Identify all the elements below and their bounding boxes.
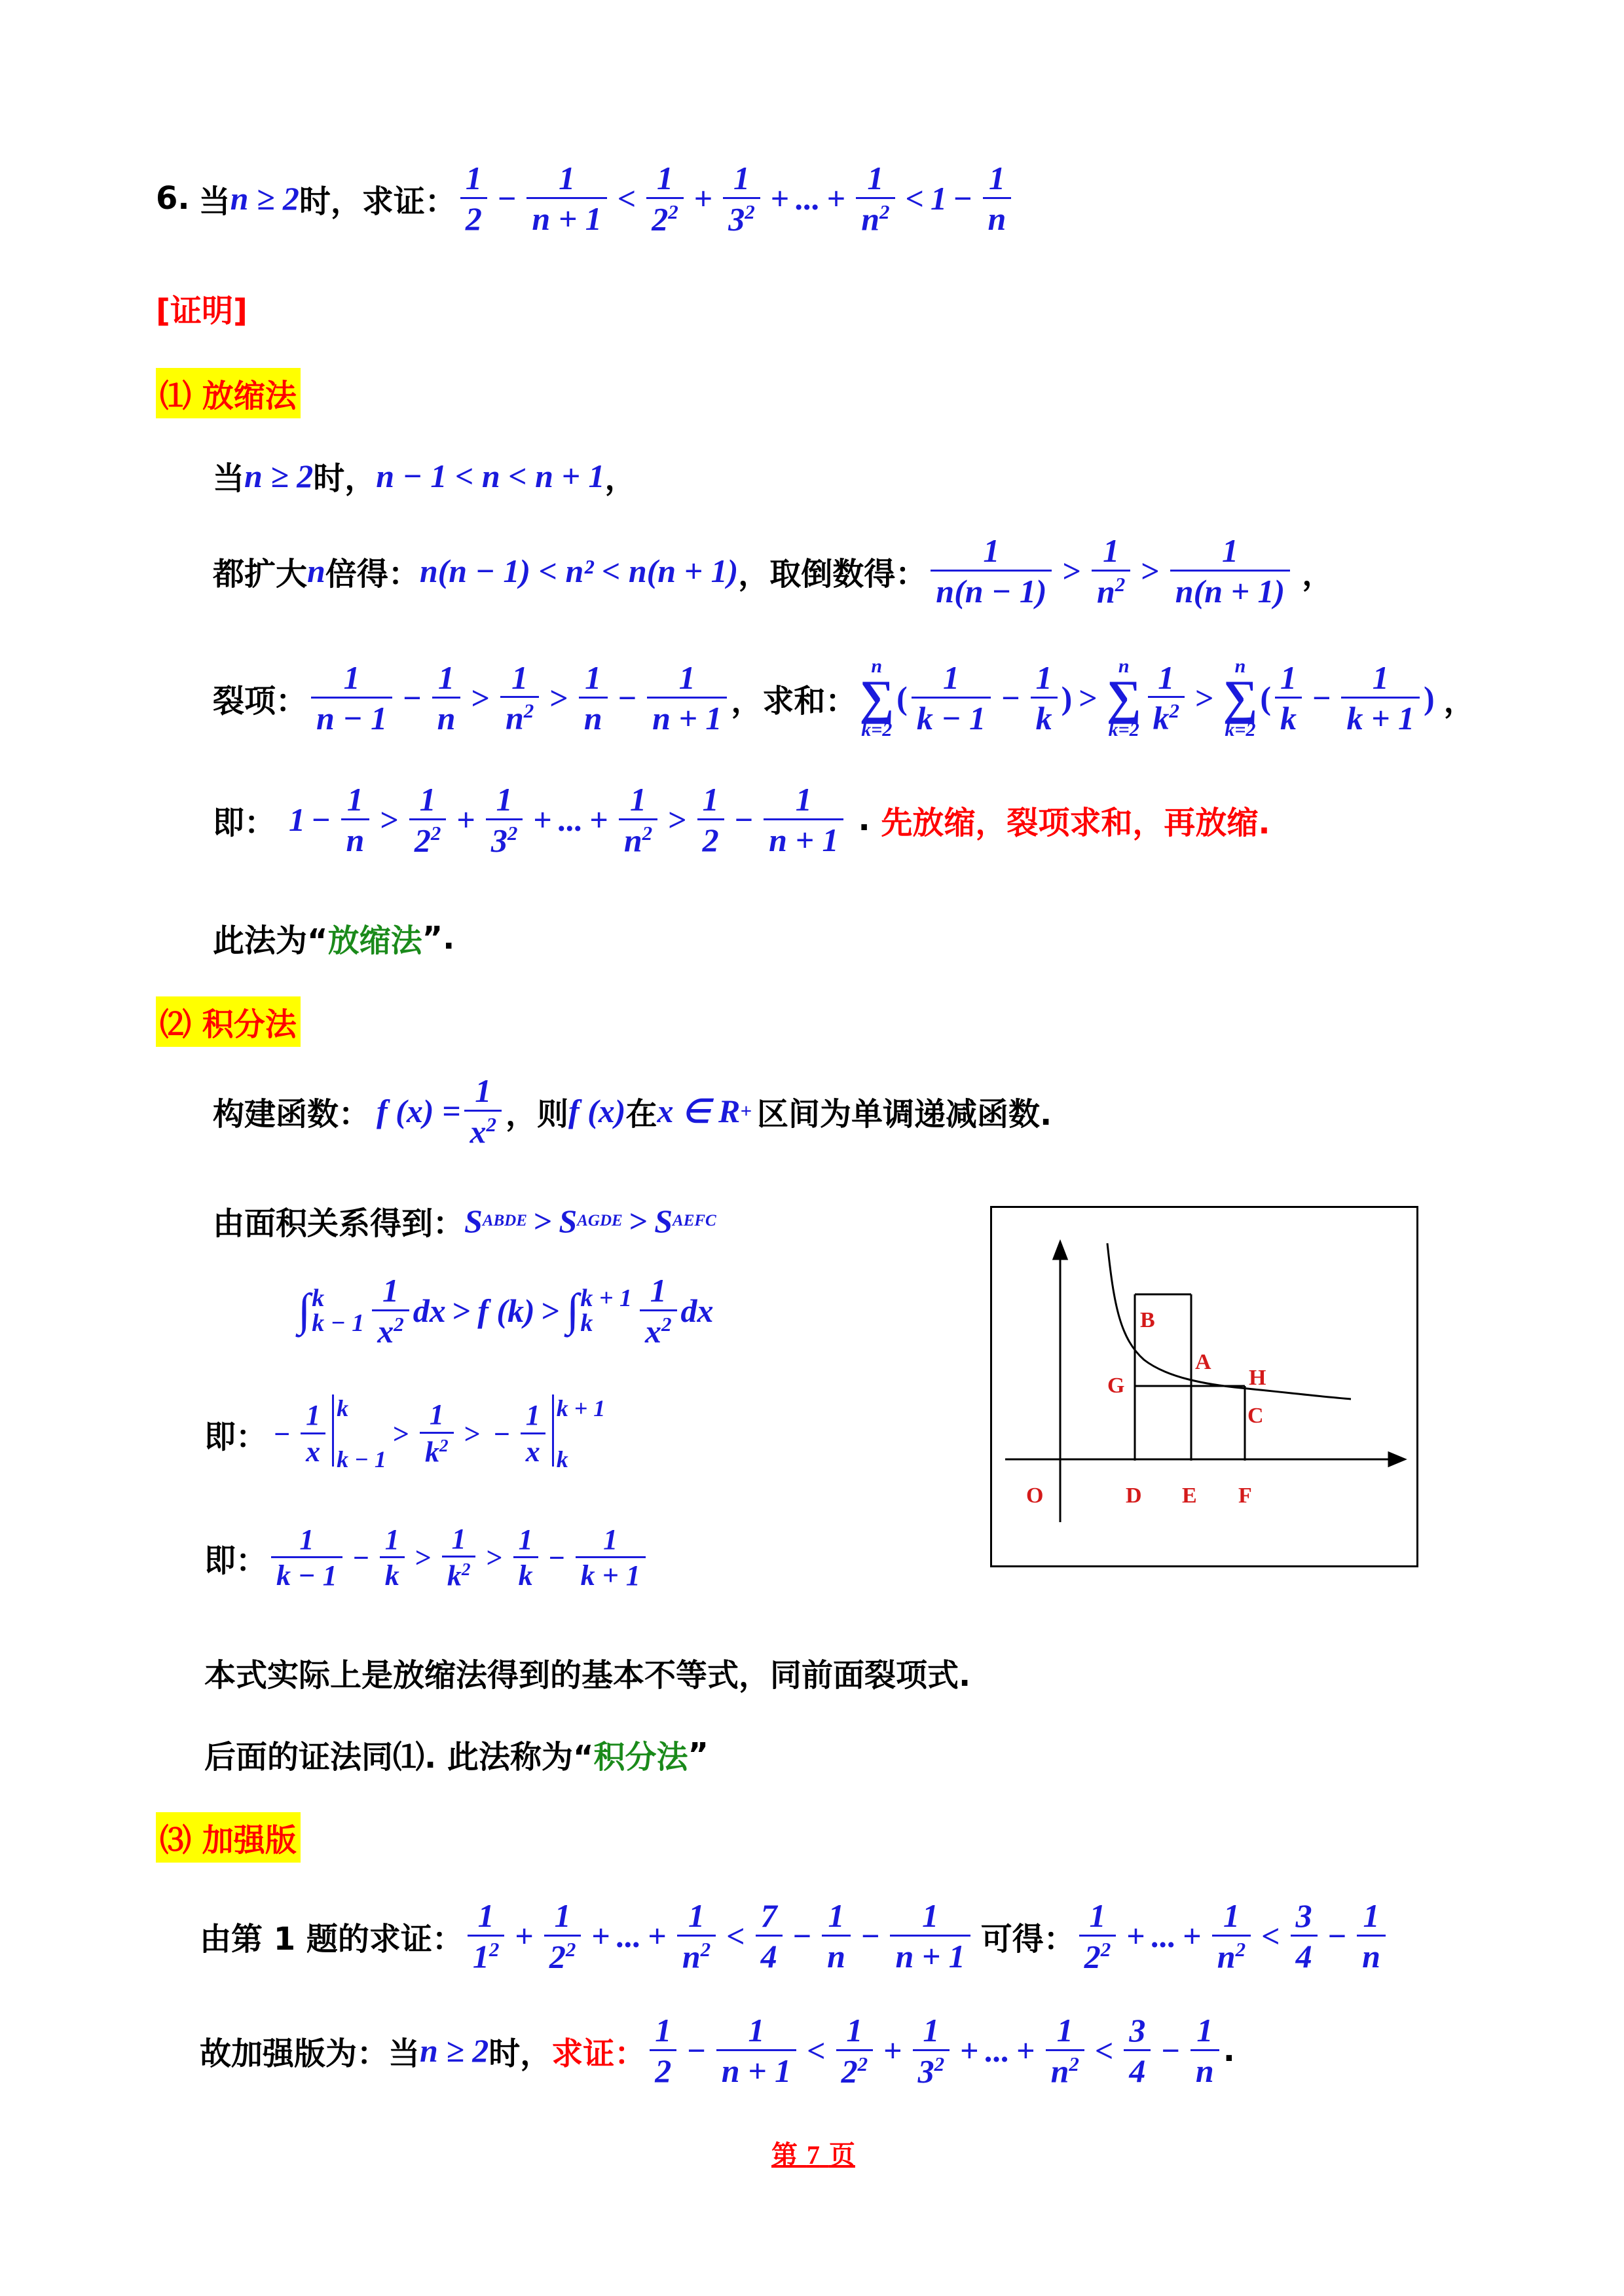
method1-line2: 都扩大 n 倍得： n(n − 1) < n² < n(n + 1) ，取倒数得： $\frac{1}{n(n - 1)}$ > $\frac{1}{n^2}$ > $\frac{1}{n(n + 1)}$ ，	[213, 532, 1334, 610]
evaluated-inequality: − $\frac{1}{x}$ k k − 1 > $\frac{1}{k^2}$ > − $\frac{1}{x}$ k + 1 k	[274, 1395, 606, 1472]
area-graph	[990, 1206, 1418, 1567]
method1-note: 先放缩，裂项求和，再放缩.	[881, 804, 1270, 841]
method2-heading	[156, 996, 301, 1047]
method3-heading	[156, 1812, 301, 1863]
method1-line4: 即： 1 − $\frac{1}{n}$ > $\frac{1}{2^2}$ + $\frac{1}{3^2}$ + ... + $\frac{1}{n^2}$ > $\frac{1}{2}$ − $\frac{1}{n + 1}$ . 先放缩，裂项求和，再放缩.	[213, 781, 1270, 859]
first-problem-inequality: $\frac{1}{1^2}$ + $\frac{1}{2^2}$ + ... + $\frac{1}{n^2}$ < $\frac{7}{4}$ − $\frac{1}{n}$ − $\frac{1}{n + 1}$	[464, 1899, 974, 1974]
method3-line1: 由第 1 题的求证： $\frac{1}{1^2}$ + $\frac{1}{2^2}$ + ... + $\frac{1}{n^2}$ < $\frac{7}{4}$ − $\frac{1}{n}$ − $\frac{1}{n + 1}$ 可得： $\frac{1}{2^2}$ + ... + $\frac{1}{n^2}$ < $\frac{3}{4}$ − $\frac{1}{n}$	[200, 1899, 1390, 1974]
area-inequality: S ABDE > S AGDE > S AEFC	[464, 1202, 716, 1239]
problem-line	[156, 161, 1015, 236]
label-E: E	[1182, 1484, 1197, 1508]
label-D: D	[1126, 1484, 1142, 1508]
label-H: H	[1249, 1366, 1266, 1390]
strengthened-inequality: $\frac{1}{2}$ − $\frac{1}{n + 1}$ < $\frac{1}{2^2}$ + $\frac{1}{3^2}$ + ... + $\frac{1}{n^2}$ < $\frac{3}{4}$ − $\frac{1}{n}$	[646, 2013, 1223, 2088]
label-O: O	[1026, 1484, 1044, 1508]
problem-shi: 时，求证：	[299, 183, 456, 220]
method2-line2: 由面积关系得到： S ABDE > S AGDE > S AEFC	[213, 1202, 716, 1242]
product-inequality: n(n − 1) < n² < n(n + 1)	[419, 553, 739, 590]
label-F: F	[1238, 1484, 1252, 1508]
method2-heading-box: ⑵ 积分法	[156, 996, 301, 1047]
method2-line6: 本式实际上是放缩法得到的基本不等式，同前面裂项式.	[204, 1657, 971, 1694]
split-terms: $\frac{1}{n - 1}$ − $\frac{1}{n}$ > $\frac{1}{n^2}$ > $\frac{1}{n}$ − $\frac{1}{n + 1}$	[307, 661, 731, 736]
integral-inequality: ∫ k k − 1 $\frac{1}{x^2}$ dx > f (k) > ∫ k + 1 k $\frac{1}{x^2}$ dx	[298, 1272, 714, 1350]
method2-line7: 后面的证法同⑴. 此法称为“ 积分法 ”	[204, 1732, 709, 1777]
method1-heading-box: ⑴ 放缩法	[156, 368, 301, 418]
proof-label: [证明]	[156, 293, 248, 329]
page-number: 第 7 页	[771, 2140, 855, 2170]
label-C: C	[1247, 1404, 1264, 1428]
method2-line4: 即： − $\frac{1}{x}$ k k − 1 > $\frac{1}{k^2}$ > − $\frac{1}{x}$ k + 1 k	[204, 1395, 606, 1472]
label-A: A	[1195, 1350, 1211, 1374]
strengthened-label: 求证：	[551, 2035, 646, 2072]
method2-line5: 即： $\frac{1}{k - 1}$ − $\frac{1}{k}$ > $\frac{1}{k^2}$ > $\frac{1}{k}$ − $\frac{1}{k + 1}$	[204, 1524, 650, 1592]
method2-integral-line	[298, 1273, 714, 1349]
result-inequality: 1 − $\frac{1}{n}$ > $\frac{1}{2^2}$ + $\frac{1}{3^2}$ + ... + $\frac{1}{n^2}$ > $\frac{1}{2}$ − $\frac{1}{n + 1}$	[289, 782, 847, 858]
problem-when: 当	[198, 183, 231, 220]
label-G: G	[1107, 1374, 1125, 1398]
method1-line3: 裂项： $\frac{1}{n - 1}$ − $\frac{1}{n}$ > $\frac{1}{n^2}$ > $\frac{1}{n}$ − $\frac{1}{n + 1}$ ，求和： n ∑ k=2 ( $\frac{1}{k - 1}$ − $\frac{1}{k}$ ) > n ∑ k=2 $\frac{1}{k^2}$ > n ∑ k=2 ( $\frac{1}{k}$ − $\frac{1}{k + 1}$ ) ，	[213, 655, 1475, 740]
x-axis-arrow-icon	[1389, 1453, 1405, 1466]
condition-math: n ≥ 2	[244, 457, 314, 494]
method1-name: 放缩法	[327, 922, 422, 959]
method3-heading-box: ⑶ 加强版	[156, 1812, 301, 1863]
derived-inequality: $\frac{1}{2^2}$ + ... + $\frac{1}{n^2}$ < $\frac{3}{4}$ − $\frac{1}{n}$	[1075, 1899, 1390, 1974]
problem-number: 6.	[156, 180, 190, 217]
chain-inequality: n − 1 < n < n + 1	[376, 457, 605, 494]
domain-math: x ∈ R +	[657, 1093, 752, 1130]
sum-inequality: n ∑ k=2 ( $\frac{1}{k - 1}$ − $\frac{1}{k}$ ) > n ∑ k=2 $\frac{1}{k^2}$ > n ∑ k=2 ( $\frac{1}{k}$ − $\frac{1}{k + 1}$ )	[859, 655, 1435, 740]
graph-svg	[992, 1208, 1416, 1565]
method1-heading	[156, 368, 301, 418]
y-axis-arrow-icon	[1054, 1242, 1067, 1259]
method3-line2: 故加强版为：当 n ≥ 2 时， 求证： $\frac{1}{2}$ − $\frac{1}{n + 1}$ < $\frac{1}{2^2}$ + $\frac{1}{3^2}$ + ... + $\frac{1}{n^2}$ < $\frac{3}{4}$ − $\frac{1}{n}$ .	[200, 2012, 1235, 2090]
label-B: B	[1140, 1308, 1155, 1332]
function-def: f (x) = $\frac{1}{x^2}$	[377, 1074, 506, 1149]
problem-condition: n ≥ 2	[230, 180, 299, 217]
method2-line1: 构建函数： f (x) = $\frac{1}{x^2}$ ，则 f (x) 在 x ∈ R + 区间为单调递减函数.	[213, 1072, 1052, 1150]
method2-result: $\frac{1}{k - 1}$ − $\frac{1}{k}$ > $\frac{1}{k^2}$ > $\frac{1}{k}$ − $\frac{1}{k + 1}$	[267, 1524, 650, 1592]
reciprocal-inequality: $\frac{1}{n(n - 1)}$ > $\frac{1}{n^2}$ > $\frac{1}{n(n + 1)}$	[927, 534, 1294, 609]
method1-line5: 此法为“ 放缩法 ”.	[213, 915, 454, 960]
method2-name: 积分法	[593, 1739, 688, 1776]
method1-line1: 当 n ≥ 2 时， n − 1 < n < n + 1 ，	[213, 457, 637, 497]
problem-inequality: $\frac{1}{2}$ − $\frac{1}{n + 1}$ < $\frac{1}{2^2}$ + $\frac{1}{3^2}$ + ... + $\frac{1}{n^2}$ < 1 − $\frac{1}{n}$	[456, 161, 1015, 236]
